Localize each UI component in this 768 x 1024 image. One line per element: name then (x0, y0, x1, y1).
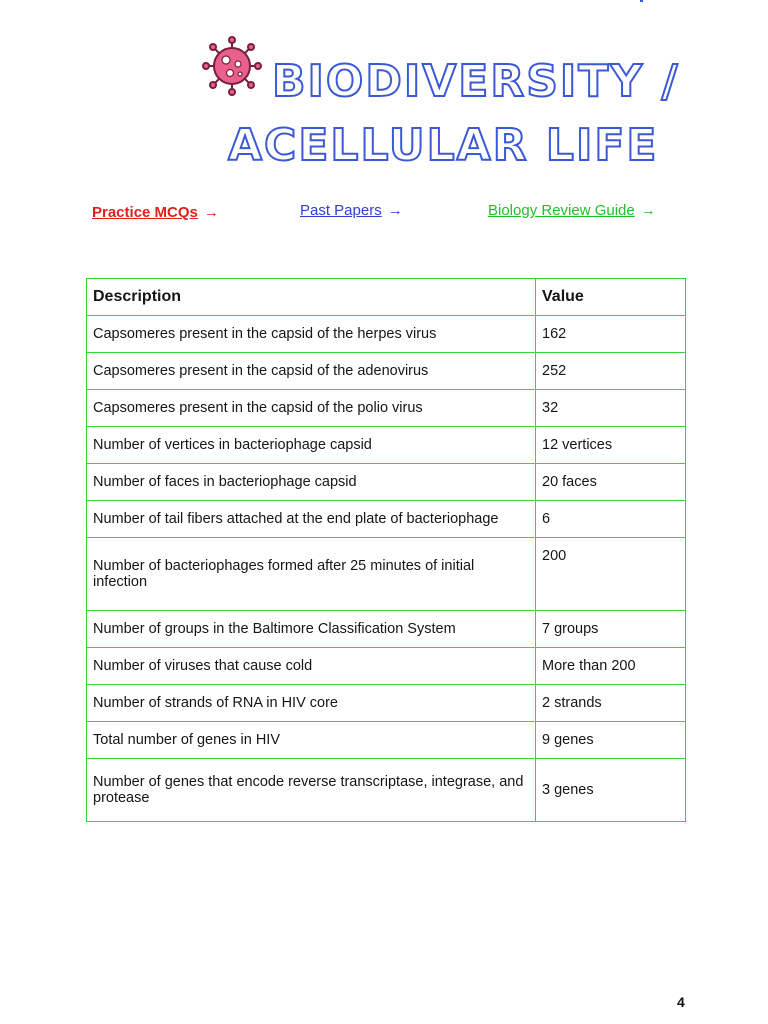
table-row (87, 353, 686, 390)
row-description: Number of genes that encode reverse transcriptase, integrase, and protease (87, 759, 536, 822)
table-header-row (87, 279, 686, 316)
practice-mcqs-label: Practice MCQs (92, 204, 198, 221)
arrow-right-icon: → (387, 202, 403, 219)
row-description: Number of bacteriophages formed after 25 minutes of initial infection (87, 538, 536, 611)
row-value: 3 genes (536, 759, 686, 822)
table-row (87, 611, 686, 648)
header-value: Value (536, 279, 686, 316)
row-value: 7 groups (536, 611, 686, 648)
row-value: More than 200 (536, 648, 686, 685)
row-description: Number of vertices in bacteriophage capsid (87, 427, 536, 464)
table-row (87, 390, 686, 427)
row-value: 2 strands (536, 685, 686, 722)
practice-mcqs-link[interactable] (92, 204, 219, 221)
row-value: 20 faces (536, 464, 686, 501)
row-value: 162 (536, 316, 686, 353)
title-line-2: ACELLULAR LIFE (228, 120, 659, 171)
table-row (87, 501, 686, 538)
row-value: 252 (536, 353, 686, 390)
row-description: Number of faces in bacteriophage capsid (87, 464, 536, 501)
table-row (87, 685, 686, 722)
title-line-1: BIODIVERSITY / (272, 56, 680, 107)
row-value: 9 genes (536, 722, 686, 759)
row-description: Number of strands of RNA in HIV core (87, 685, 536, 722)
row-description: Capsomeres present in the capsid of the adenovirus (87, 353, 536, 390)
resource-links (0, 196, 768, 226)
virus-icon (202, 36, 262, 96)
table-row (87, 648, 686, 685)
row-value: 32 (536, 390, 686, 427)
biology-review-guide-link[interactable] (488, 202, 656, 219)
table-row (87, 464, 686, 501)
row-value: 200 (536, 538, 686, 611)
data-table-wrapper (86, 278, 686, 822)
past-papers-link[interactable] (300, 202, 403, 219)
arrow-right-icon: → (203, 204, 219, 221)
header-description: Description (87, 279, 536, 316)
row-description: Capsomeres present in the capsid of the herpes virus (87, 316, 536, 353)
page-number: 4 (677, 994, 685, 1010)
table-row (87, 722, 686, 759)
arrow-right-icon: → (640, 202, 656, 219)
data-table (86, 278, 686, 822)
biology-review-guide-label: Biology Review Guide (488, 202, 635, 219)
row-description: Number of tail fibers attached at the end plate of bacteriophage (87, 501, 536, 538)
row-description: Number of groups in the Baltimore Classification System (87, 611, 536, 648)
table-row (87, 538, 686, 611)
row-value: 12 vertices (536, 427, 686, 464)
row-description: Capsomeres present in the capsid of the polio virus (87, 390, 536, 427)
past-papers-label: Past Papers (300, 202, 382, 219)
table-row (87, 759, 686, 822)
row-description: Total number of genes in HIV (87, 722, 536, 759)
row-value: 6 (536, 501, 686, 538)
top-edge-mark (640, 0, 643, 2)
table-row (87, 427, 686, 464)
table-row (87, 316, 686, 353)
row-description: Number of viruses that cause cold (87, 648, 536, 685)
